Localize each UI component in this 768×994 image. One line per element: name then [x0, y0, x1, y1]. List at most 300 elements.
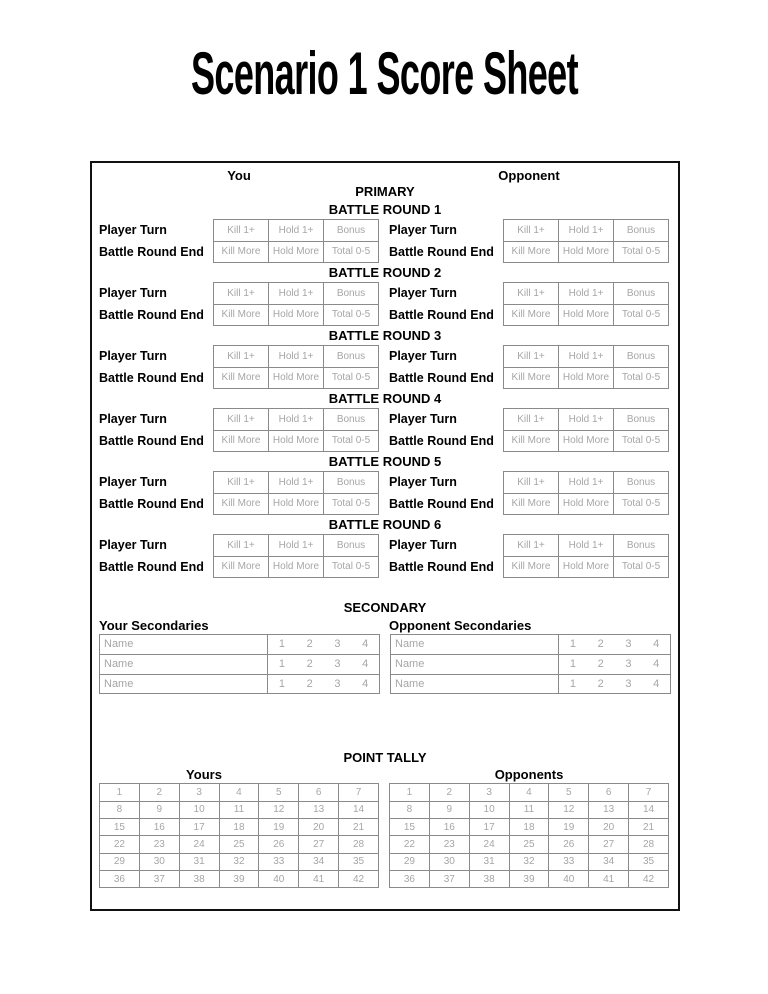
- you-point-tally-table: [99, 783, 379, 888]
- opponent-tally-cell-18: 18: [509, 818, 549, 835]
- opponent-tally-cell-26: 26: [549, 836, 589, 853]
- opponent-turn-labels: [389, 345, 503, 389]
- score-grid-row: [214, 535, 379, 557]
- opponent-battle-round-end-label: Battle Round End: [389, 497, 494, 511]
- opponent-turn-labels: [389, 408, 503, 452]
- opponent-round-5-score-grid: [503, 471, 669, 515]
- turn-score-numbers: [559, 658, 670, 670]
- opponent-secondary-turn-scores: [559, 674, 671, 694]
- opponent-secondary-row-2: [391, 654, 671, 674]
- opponent-secondary-turn-scores: [559, 635, 671, 655]
- opponent-score-box-kill-more: Kill More: [504, 556, 559, 578]
- opponent-score-box-hold-more: Hold More: [559, 241, 614, 263]
- opponent-point-tally-table: [389, 783, 669, 888]
- opponent-battle-round-end-label: Battle Round End: [389, 245, 494, 259]
- opponent-score-box-hold-1: Hold 1+: [559, 283, 614, 305]
- opponent-secondaries-table: [390, 634, 671, 694]
- opponent-player-turn-label: Player Turn: [389, 475, 457, 489]
- opponent-score-box-kill-1: Kill 1+: [504, 535, 559, 557]
- score-grid-row: [214, 367, 379, 389]
- opponent-score-box-hold-more: Hold More: [559, 367, 614, 389]
- you-secondary-turn-1: 1: [278, 638, 285, 651]
- opponent-score-box-bonus: Bonus: [614, 220, 669, 242]
- opponent-round-3-half: [389, 345, 669, 389]
- you-score-box-total-0-5: Total 0-5: [324, 556, 379, 578]
- opponent-tally-cell-20: 20: [589, 818, 629, 835]
- opponent-score-box-kill-1: Kill 1+: [504, 283, 559, 305]
- you-round-1-score-grid: [213, 219, 379, 263]
- score-grid-row: [214, 493, 379, 515]
- battle-round-2-body: [99, 282, 671, 326]
- opponent-battle-round-end-label: Battle Round End: [389, 560, 494, 574]
- you-score-box-total-0-5: Total 0-5: [324, 304, 379, 326]
- you-tally-cell-30: 30: [139, 853, 179, 870]
- opponent-score-box-hold-more: Hold More: [559, 304, 614, 326]
- you-secondaries-table: [99, 634, 380, 694]
- opponent-secondary-turn-3: 3: [625, 638, 632, 651]
- you-tally-cell-42: 42: [339, 870, 379, 887]
- you-tally-cell-10: 10: [179, 801, 219, 818]
- opponent-tally-cell-1: 1: [390, 784, 430, 801]
- you-battle-round-end-label: Battle Round End: [99, 308, 204, 322]
- opponent-score-box-total-0-5: Total 0-5: [614, 367, 669, 389]
- you-score-box-total-0-5: Total 0-5: [324, 430, 379, 452]
- opponent-score-box-hold-1: Hold 1+: [559, 346, 614, 368]
- battle-round-5-heading: BATTLE ROUND 5: [328, 454, 442, 469]
- opponent-tally-cell-42: 42: [629, 870, 669, 887]
- primary-section-heading: PRIMARY: [355, 184, 415, 199]
- you-tally-cell-35: 35: [339, 853, 379, 870]
- opponent-player-turn-label: Player Turn: [389, 223, 457, 237]
- you-tally-cell-17: 17: [179, 818, 219, 835]
- opponent-tally-cell-6: 6: [589, 784, 629, 801]
- you-round-3-score-grid: [213, 345, 379, 389]
- you-tally-cell-37: 37: [139, 870, 179, 887]
- you-secondary-turn-2: 2: [306, 658, 313, 671]
- opponent-tally-cell-9: 9: [429, 801, 469, 818]
- opponent-tally-cell-17: 17: [469, 818, 509, 835]
- you-tally-cell-24: 24: [179, 836, 219, 853]
- you-battle-round-end-label: Battle Round End: [99, 371, 204, 385]
- opponent-score-box-hold-1: Hold 1+: [559, 220, 614, 242]
- you-tally-cell-8: 8: [100, 801, 140, 818]
- you-score-box-kill-more: Kill More: [214, 241, 269, 263]
- opponent-round-6-half: [389, 534, 669, 578]
- opponent-tally-cell-35: 35: [629, 853, 669, 870]
- opponent-secondary-turn-2: 2: [597, 658, 604, 671]
- opponent-tally-cell-16: 16: [429, 818, 469, 835]
- you-tally-row: [100, 870, 379, 887]
- opponent-secondary-row-1: [391, 635, 671, 655]
- opponent-score-box-hold-1: Hold 1+: [559, 472, 614, 494]
- opponent-secondary-turn-4: 4: [653, 638, 660, 651]
- you-tally-cell-14: 14: [339, 801, 379, 818]
- opponent-secondaries-heading: Opponent Secondaries: [389, 618, 532, 633]
- opponent-score-box-kill-1: Kill 1+: [504, 346, 559, 368]
- you-tally-cell-4: 4: [219, 784, 259, 801]
- you-column-header: You: [227, 168, 251, 183]
- score-sheet-box: [90, 161, 680, 911]
- you-secondary-row-2: [100, 654, 380, 674]
- you-tally-cell-6: 6: [299, 784, 339, 801]
- battle-round-3-body: [99, 345, 671, 389]
- you-turn-labels: [99, 219, 213, 263]
- turn-score-numbers: [559, 638, 670, 650]
- you-player-turn-label: Player Turn: [99, 538, 167, 552]
- you-tally-cell-12: 12: [259, 801, 299, 818]
- you-score-box-bonus: Bonus: [324, 472, 379, 494]
- you-score-box-hold-1: Hold 1+: [269, 409, 324, 431]
- you-score-box-bonus: Bonus: [324, 409, 379, 431]
- you-tally-cell-41: 41: [299, 870, 339, 887]
- you-tally-cell-22: 22: [100, 836, 140, 853]
- battle-round-6-heading: BATTLE ROUND 6: [328, 517, 442, 532]
- opponent-tally-cell-22: 22: [390, 836, 430, 853]
- you-score-box-bonus: Bonus: [324, 220, 379, 242]
- opponent-score-box-total-0-5: Total 0-5: [614, 241, 669, 263]
- opponent-tally-cell-11: 11: [509, 801, 549, 818]
- opponent-tally-cell-38: 38: [469, 870, 509, 887]
- you-score-box-hold-more: Hold More: [269, 493, 324, 515]
- score-grid-row: [214, 430, 379, 452]
- opponent-tally-row: [390, 784, 669, 801]
- opponent-round-2-score-grid: [503, 282, 669, 326]
- you-score-box-kill-1: Kill 1+: [214, 346, 269, 368]
- opponent-battle-round-end-label: Battle Round End: [389, 371, 494, 385]
- opponent-round-6-score-grid: [503, 534, 669, 578]
- you-score-box-bonus: Bonus: [324, 283, 379, 305]
- opponent-tally-cell-12: 12: [549, 801, 589, 818]
- opponent-tally-cell-24: 24: [469, 836, 509, 853]
- battle-round-2: [99, 265, 671, 326]
- you-secondary-name-field: Name: [100, 635, 268, 655]
- opponent-tally-cell-27: 27: [589, 836, 629, 853]
- you-player-turn-label: Player Turn: [99, 475, 167, 489]
- opponent-round-5-half: [389, 471, 669, 515]
- opponent-score-box-kill-more: Kill More: [504, 241, 559, 263]
- opponent-player-turn-label: Player Turn: [389, 349, 457, 363]
- you-score-box-kill-1: Kill 1+: [214, 220, 269, 242]
- score-grid-row: [504, 472, 669, 494]
- you-score-box-kill-1: Kill 1+: [214, 283, 269, 305]
- you-turn-labels: [99, 534, 213, 578]
- opponent-secondary-turn-4: 4: [653, 677, 660, 690]
- you-secondary-turn-2: 2: [306, 677, 313, 690]
- opponent-tally-row: [390, 853, 669, 870]
- opponent-secondary-row-3: [391, 674, 671, 694]
- you-score-box-hold-more: Hold More: [269, 367, 324, 389]
- opponent-battle-round-end-label: Battle Round End: [389, 308, 494, 322]
- opponent-score-box-total-0-5: Total 0-5: [614, 430, 669, 452]
- opponent-secondary-turn-1: 1: [569, 677, 576, 690]
- opponent-tally-cell-5: 5: [549, 784, 589, 801]
- battle-rounds-section: [99, 202, 671, 578]
- opponent-tally-cell-23: 23: [429, 836, 469, 853]
- you-secondary-turn-4: 4: [362, 658, 369, 671]
- you-score-box-hold-1: Hold 1+: [269, 283, 324, 305]
- secondaries-tables: [99, 634, 671, 694]
- you-tally-cell-5: 5: [259, 784, 299, 801]
- you-round-5-score-grid: [213, 471, 379, 515]
- opponent-round-1-half: [389, 219, 669, 263]
- you-round-1-half: [99, 219, 379, 263]
- opponent-secondary-turn-1: 1: [569, 638, 576, 651]
- battle-round-6-body: [99, 534, 671, 578]
- you-round-3-half: [99, 345, 379, 389]
- you-secondary-turn-scores: [268, 635, 380, 655]
- secondaries-headers: [99, 617, 671, 634]
- opponent-score-box-hold-more: Hold More: [559, 430, 614, 452]
- tally-headers: [99, 767, 671, 782]
- you-score-box-kill-more: Kill More: [214, 556, 269, 578]
- you-score-box-hold-1: Hold 1+: [269, 220, 324, 242]
- opponent-tally-cell-25: 25: [509, 836, 549, 853]
- opponent-score-box-total-0-5: Total 0-5: [614, 304, 669, 326]
- opponent-battle-round-end-label: Battle Round End: [389, 434, 494, 448]
- you-tally-row: [100, 784, 379, 801]
- opponent-player-turn-label: Player Turn: [389, 538, 457, 552]
- score-grid-row: [504, 241, 669, 263]
- opponent-secondary-name-field: Name: [391, 654, 559, 674]
- opponent-tally-cell-41: 41: [589, 870, 629, 887]
- opponents-tally-heading: Opponents: [494, 767, 564, 783]
- opponent-tally-row: [390, 818, 669, 835]
- opponent-score-box-kill-more: Kill More: [504, 304, 559, 326]
- you-tally-cell-1: 1: [100, 784, 140, 801]
- battle-round-5: [99, 454, 671, 515]
- opponent-tally-cell-32: 32: [509, 853, 549, 870]
- you-turn-labels: [99, 408, 213, 452]
- you-battle-round-end-label: Battle Round End: [99, 245, 204, 259]
- you-score-box-hold-more: Hold More: [269, 556, 324, 578]
- you-tally-cell-20: 20: [299, 818, 339, 835]
- opponent-score-box-total-0-5: Total 0-5: [614, 556, 669, 578]
- battle-round-4-heading: BATTLE ROUND 4: [328, 391, 442, 406]
- battle-round-1-body: [99, 219, 671, 263]
- score-grid-row: [504, 220, 669, 242]
- you-tally-row: [100, 801, 379, 818]
- score-grid-row: [214, 220, 379, 242]
- opponent-score-box-hold-more: Hold More: [559, 556, 614, 578]
- score-grid-row: [214, 409, 379, 431]
- opponent-tally-cell-31: 31: [469, 853, 509, 870]
- you-tally-cell-29: 29: [100, 853, 140, 870]
- battle-round-4: [99, 391, 671, 452]
- you-tally-cell-15: 15: [100, 818, 140, 835]
- you-tally-cell-40: 40: [259, 870, 299, 887]
- you-tally-cell-7: 7: [339, 784, 379, 801]
- opponent-tally-cell-3: 3: [469, 784, 509, 801]
- secondary-section-heading: SECONDARY: [343, 600, 427, 615]
- opponent-tally-row: [390, 870, 669, 887]
- opponent-turn-labels: [389, 282, 503, 326]
- you-tally-cell-38: 38: [179, 870, 219, 887]
- opponent-column-header: Opponent: [498, 168, 560, 183]
- you-score-box-hold-1: Hold 1+: [269, 346, 324, 368]
- opponent-turn-labels: [389, 471, 503, 515]
- you-score-box-bonus: Bonus: [324, 535, 379, 557]
- opponent-score-box-kill-1: Kill 1+: [504, 409, 559, 431]
- opponent-round-4-score-grid: [503, 408, 669, 452]
- you-battle-round-end-label: Battle Round End: [99, 497, 204, 511]
- you-secondary-turn-1: 1: [278, 658, 285, 671]
- opponent-secondary-name-field: Name: [391, 635, 559, 655]
- you-tally-cell-26: 26: [259, 836, 299, 853]
- you-player-turn-label: Player Turn: [99, 349, 167, 363]
- opponent-score-box-kill-1: Kill 1+: [504, 220, 559, 242]
- you-round-5-half: [99, 471, 379, 515]
- opponent-score-box-kill-1: Kill 1+: [504, 472, 559, 494]
- battle-round-3-heading: BATTLE ROUND 3: [328, 328, 442, 343]
- you-secondary-turn-3: 3: [334, 677, 341, 690]
- opponent-score-box-hold-1: Hold 1+: [559, 535, 614, 557]
- opponent-score-box-bonus: Bonus: [614, 472, 669, 494]
- opponent-tally-cell-19: 19: [549, 818, 589, 835]
- score-grid-row: [214, 346, 379, 368]
- opponent-player-turn-label: Player Turn: [389, 286, 457, 300]
- page-title-text: Scenario 1 Score Sheet: [190, 40, 578, 107]
- score-grid-row: [504, 556, 669, 578]
- you-tally-cell-27: 27: [299, 836, 339, 853]
- you-secondary-turn-4: 4: [362, 638, 369, 651]
- battle-round-5-body: [99, 471, 671, 515]
- opponent-tally-cell-40: 40: [549, 870, 589, 887]
- opponent-turn-labels: [389, 534, 503, 578]
- opponent-score-box-hold-1: Hold 1+: [559, 409, 614, 431]
- opponent-secondary-turn-2: 2: [597, 638, 604, 651]
- score-grid-row: [504, 346, 669, 368]
- score-grid-row: [214, 241, 379, 263]
- you-round-4-half: [99, 408, 379, 452]
- you-score-box-kill-more: Kill More: [214, 367, 269, 389]
- battle-round-1: [99, 202, 671, 263]
- opponent-secondary-name-field: Name: [391, 674, 559, 694]
- opponent-secondary-turn-2: 2: [597, 677, 604, 690]
- you-score-box-hold-1: Hold 1+: [269, 472, 324, 494]
- opponent-round-1-score-grid: [503, 219, 669, 263]
- your-secondaries-heading: Your Secondaries: [99, 618, 209, 633]
- you-tally-cell-25: 25: [219, 836, 259, 853]
- battle-round-3: [99, 328, 671, 389]
- you-secondary-turn-2: 2: [306, 638, 313, 651]
- opponent-score-box-bonus: Bonus: [614, 283, 669, 305]
- you-score-box-kill-1: Kill 1+: [214, 472, 269, 494]
- you-secondary-name-field: Name: [100, 674, 268, 694]
- you-turn-labels: [99, 471, 213, 515]
- you-tally-cell-34: 34: [299, 853, 339, 870]
- you-round-6-score-grid: [213, 534, 379, 578]
- score-grid-row: [504, 367, 669, 389]
- opponent-tally-row: [390, 836, 669, 853]
- you-secondary-row-1: [100, 635, 380, 655]
- opponent-tally-cell-14: 14: [629, 801, 669, 818]
- opponent-score-box-total-0-5: Total 0-5: [614, 493, 669, 515]
- opponent-secondary-turn-3: 3: [625, 677, 632, 690]
- opponent-tally-cell-33: 33: [549, 853, 589, 870]
- you-tally-cell-23: 23: [139, 836, 179, 853]
- page-title: [0, 40, 768, 107]
- opponent-score-box-bonus: Bonus: [614, 409, 669, 431]
- opponent-tally-cell-37: 37: [429, 870, 469, 887]
- opponent-tally-cell-13: 13: [589, 801, 629, 818]
- you-score-box-bonus: Bonus: [324, 346, 379, 368]
- you-secondary-name-field: Name: [100, 654, 268, 674]
- tally-tables: [99, 782, 671, 888]
- you-secondary-row-3: [100, 674, 380, 694]
- turn-score-numbers: [268, 638, 379, 650]
- score-grid-row: [214, 556, 379, 578]
- you-secondary-turn-scores: [268, 674, 380, 694]
- battle-round-1-heading: BATTLE ROUND 1: [328, 202, 442, 217]
- you-score-box-kill-more: Kill More: [214, 493, 269, 515]
- you-battle-round-end-label: Battle Round End: [99, 434, 204, 448]
- score-grid-row: [214, 304, 379, 326]
- opponent-tally-cell-15: 15: [390, 818, 430, 835]
- you-score-box-hold-more: Hold More: [269, 241, 324, 263]
- battle-round-6: [99, 517, 671, 578]
- score-grid-row: [504, 535, 669, 557]
- you-player-turn-label: Player Turn: [99, 286, 167, 300]
- opponent-tally-cell-34: 34: [589, 853, 629, 870]
- turn-score-numbers: [268, 678, 379, 690]
- opponent-player-turn-label: Player Turn: [389, 412, 457, 426]
- you-score-box-kill-1: Kill 1+: [214, 409, 269, 431]
- opponent-round-4-half: [389, 408, 669, 452]
- opponent-tally-cell-28: 28: [629, 836, 669, 853]
- you-round-2-score-grid: [213, 282, 379, 326]
- opponent-tally-cell-29: 29: [390, 853, 430, 870]
- you-round-6-half: [99, 534, 379, 578]
- you-tally-cell-9: 9: [139, 801, 179, 818]
- you-tally-cell-31: 31: [179, 853, 219, 870]
- score-grid-row: [214, 472, 379, 494]
- opponent-turn-labels: [389, 219, 503, 263]
- you-secondary-turn-scores: [268, 654, 380, 674]
- you-tally-cell-16: 16: [139, 818, 179, 835]
- opponent-score-box-bonus: Bonus: [614, 535, 669, 557]
- you-secondary-turn-3: 3: [334, 638, 341, 651]
- you-turn-labels: [99, 345, 213, 389]
- opponent-secondary-turn-3: 3: [625, 658, 632, 671]
- opponent-round-3-score-grid: [503, 345, 669, 389]
- player-column-headers: [99, 167, 671, 184]
- you-tally-cell-21: 21: [339, 818, 379, 835]
- you-tally-row: [100, 818, 379, 835]
- opponent-score-box-kill-more: Kill More: [504, 367, 559, 389]
- score-grid-row: [504, 304, 669, 326]
- you-score-box-kill-more: Kill More: [214, 430, 269, 452]
- opponent-tally-cell-36: 36: [390, 870, 430, 887]
- you-score-box-kill-more: Kill More: [214, 304, 269, 326]
- turn-score-numbers: [559, 678, 670, 690]
- you-battle-round-end-label: Battle Round End: [99, 560, 204, 574]
- you-score-box-total-0-5: Total 0-5: [324, 241, 379, 263]
- opponent-score-box-hold-more: Hold More: [559, 493, 614, 515]
- you-tally-cell-2: 2: [139, 784, 179, 801]
- opponent-tally-row: [390, 801, 669, 818]
- you-tally-cell-28: 28: [339, 836, 379, 853]
- you-tally-cell-18: 18: [219, 818, 259, 835]
- you-tally-cell-3: 3: [179, 784, 219, 801]
- score-grid-row: [504, 283, 669, 305]
- you-score-box-hold-1: Hold 1+: [269, 535, 324, 557]
- opponent-tally-cell-4: 4: [509, 784, 549, 801]
- score-grid-row: [214, 283, 379, 305]
- battle-round-2-heading: BATTLE ROUND 2: [328, 265, 442, 280]
- you-tally-cell-32: 32: [219, 853, 259, 870]
- you-secondary-turn-1: 1: [278, 677, 285, 690]
- you-round-2-half: [99, 282, 379, 326]
